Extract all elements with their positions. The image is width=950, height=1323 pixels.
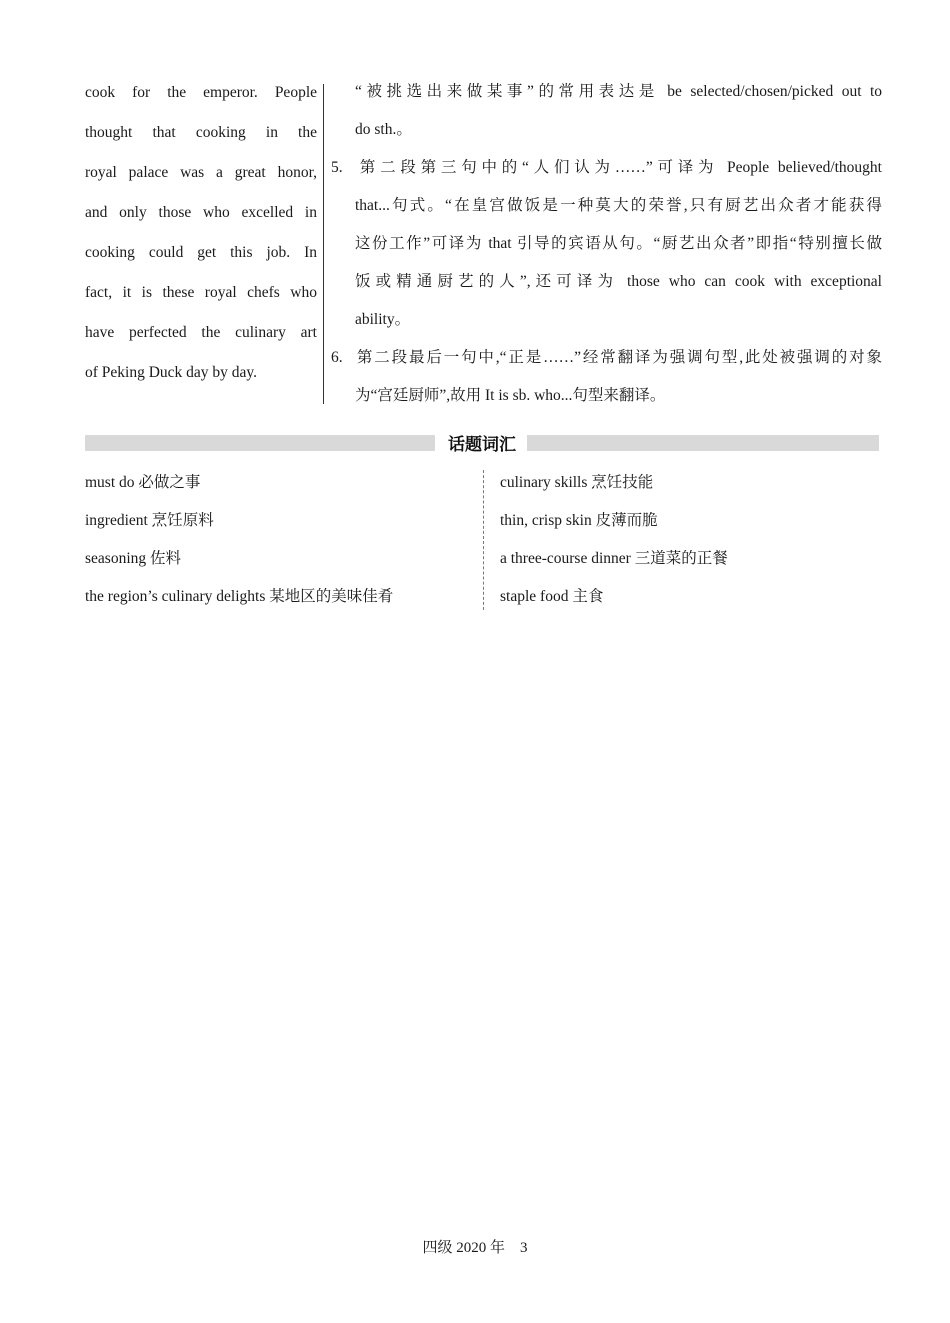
passage-line: thought that cooking in the: [85, 124, 317, 141]
note-line: 这份工作”可译为 that 引导的宾语从句。“厨艺出众者”即指“特别擅长做: [355, 235, 882, 252]
note-line: ability。: [355, 311, 411, 328]
note-line: “被挑选出来做某事”的常用表达是 be selected/chosen/picked out to: [355, 83, 882, 100]
vocabulary-title: 话题词汇: [448, 435, 516, 455]
column-divider: [323, 84, 324, 404]
note-line: that...句式。“在皇宫做饭是一种莫大的荣誉,只有厨艺出众者才能获得: [355, 197, 882, 214]
passage-line: of Peking Duck day by day.: [85, 364, 258, 381]
vocabulary-list-left: [85, 464, 465, 616]
note-text: 第二段第三句中的“人们认为……”可译为 People believed/thought: [355, 159, 882, 176]
note-number: 5.: [331, 159, 343, 176]
note-line: 为“宫廷厨师”,故用 It is sb. who...句型来翻译。: [355, 387, 666, 404]
note-6-line: [331, 339, 882, 377]
passage-line: cook for the emperor. People: [85, 84, 317, 101]
vocabulary-item: ingredient 烹饪原料: [85, 512, 214, 529]
passage-line: fact, it is these royal chefs who: [85, 284, 317, 301]
footer-text: 四级 2020 年: [422, 1240, 505, 1256]
passage-column: [85, 73, 317, 393]
passage-line: have perfected the culinary art: [85, 324, 317, 341]
note-number: 6.: [331, 349, 343, 366]
vocabulary-item: the region’s culinary delights 某地区的美味佳肴: [85, 588, 394, 605]
page-footer: [0, 1236, 950, 1257]
vocabulary-divider: [483, 470, 484, 610]
note-line: 饭或精通厨艺的人”,还可译为 those who can cook with exceptional: [355, 273, 882, 290]
passage-line: and only those who excelled in: [85, 204, 317, 221]
vocabulary-item: a three-course dinner 三道菜的正餐: [500, 550, 728, 567]
note-text: 第二段最后一句中,“正是……”经常翻译为强调句型,此处被强调的对象: [355, 349, 882, 366]
passage-line: cooking could get this job. In: [85, 244, 317, 261]
vocabulary-item: must do 必做之事: [85, 474, 201, 491]
vocabulary-item: staple food 主食: [500, 588, 604, 605]
vocabulary-list-right: [500, 464, 880, 616]
vocabulary-item: thin, crisp skin 皮薄而脆: [500, 512, 658, 529]
note-5-line: [331, 149, 882, 187]
notes-column: [331, 73, 882, 415]
page-number: 3: [520, 1240, 528, 1256]
vocabulary-header: [85, 434, 879, 455]
vocabulary-item: seasoning 佐料: [85, 550, 182, 567]
vocabulary-item: culinary skills 烹饪技能: [500, 474, 654, 491]
note-line: do sth.。: [355, 121, 412, 138]
passage-line: royal palace was a great honor,: [85, 164, 317, 181]
